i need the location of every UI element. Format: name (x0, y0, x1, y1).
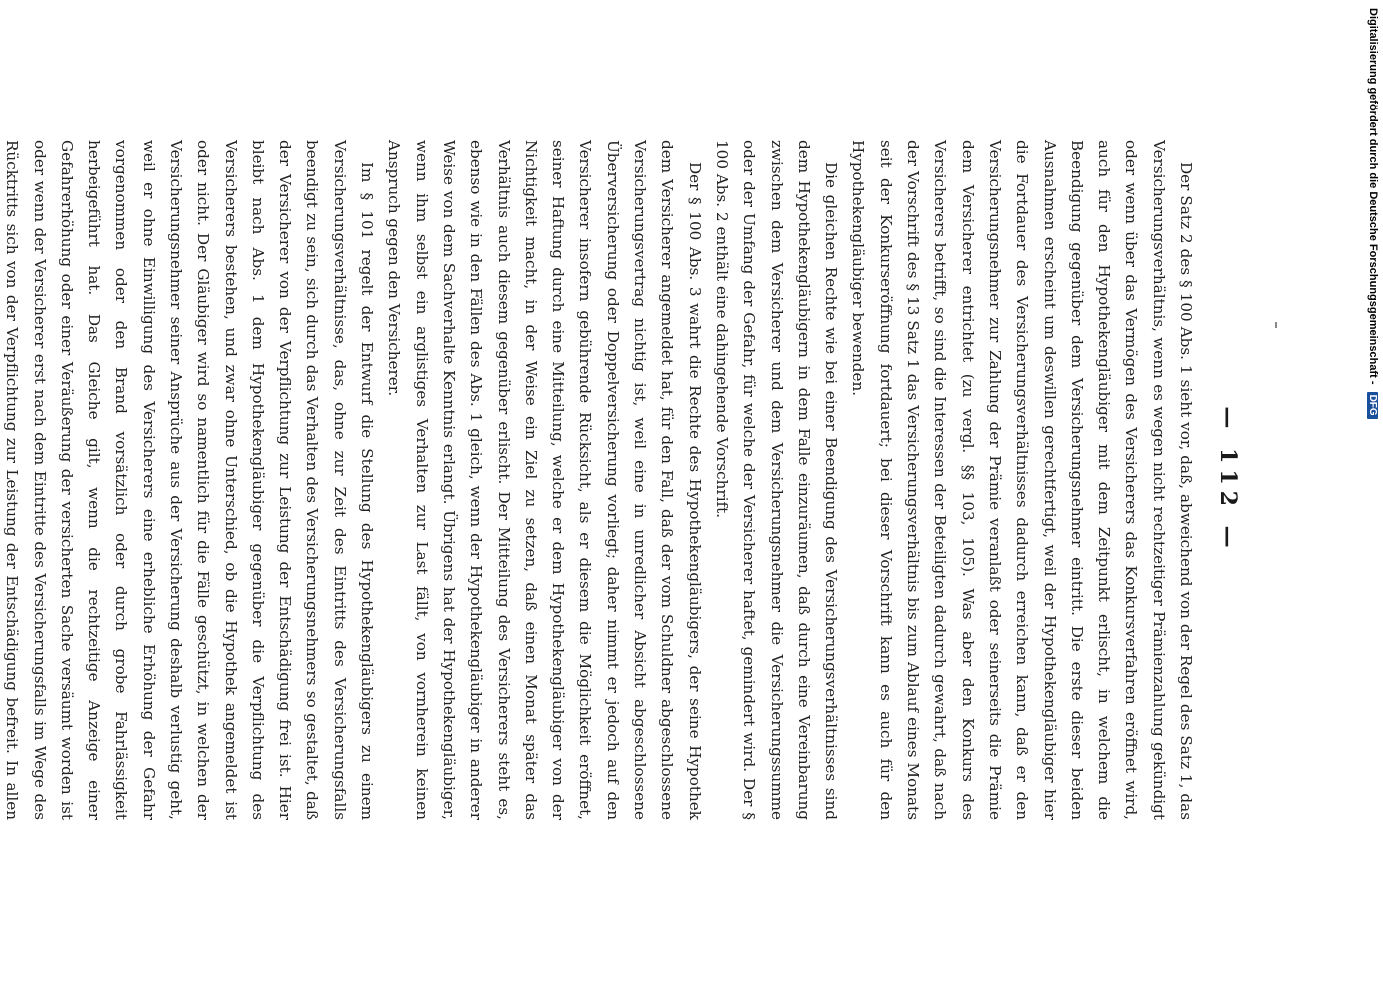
scan-speck (1275, 322, 1277, 328)
rotated-text-area (3, 140, 1245, 820)
attribution-text-wrapper (1359, 8, 1379, 768)
paragraph: Der Satz 2 des § 100 Abs. 1 sieht vor, daß, abweichend von der Regel des Satz 1, das Versicherungsverhältnis, wenn es wegen nicht rechtzeitiger Prämienzahlung gekündigt oder wenn über das Vermögen des Versicherers das Konkursverfahren eröffnet wird, auch für den Hypothekengläubiger mit dem Zeitpunkt erlischt, in welchem die Beendigung gegenüber dem Versicherungsnehmer eintritt. Die erste dieser beiden Ausnahmen erscheint um deswillen gerechtfertigt, weil der Hypothekengläubiger hier die Fortdauer des Versicherungsverhältnisses dadurch erreichen kann, daß er den Versicherungsnehmer zur Zahlung der Prämie veranlaßt oder seinerseits die Prämie dem Versicherer entrichtet (zu vergl. §§ 103, 105). Was aber den Konkurs des Versicherers betrifft, so sind die Interessen der Beteiligten dadurch gewahrt, daß nach der Vorschrift des § 13 Satz 1 das Versicherungsverhältnis bis zum Ablauf eines Monats seit der Konkurseröffnung fortdauert; bei dieser Vorschrift kann es auch für den Hypothekengläubiger bewenden. (849, 140, 1195, 820)
paragraph: Der § 100 Abs. 3 wahrt die Rechte des Hypothekengläubigers, der seine Hypothek dem Versicherer angemeldet hat, für den Fall, daß der vom Schuldner abgeschlossene Versicherungsvertrag nichtig ist, weil eine in unredlicher Absicht abgeschlossene Überversicherung oder Doppelversicherung vorliegt; daher nimmt er jedoch auf den Versicherer insofern gebührende Rücksicht, als er diesem die Möglichkeit eröffnet, seiner Haftung durch eine Mitteilung, welche er dem Hypothekengläubiger von der Nichtigkeit macht, in der Weise ein Ziel zu setzen, daß einen Monat später das Verhältnis auch diesem gegenüber erlischt. Der Mitteilung des Versicherers steht es, ebenso wie in den Fällen des Abs. 1 gleich, wenn der Hypothekengläubiger in anderer Weise von dem Sachverhalte Kenntnis erlangt. Übrigens hat der Hypothekengläubiger, wenn ihm selbst ein arglistiges Verhalten zur Last fällt, von vornherein keinen Anspruch gegen den Versicherer. (385, 140, 704, 820)
page-content (3, 140, 1245, 820)
attribution-sidebar (1357, 8, 1379, 768)
dfg-logo: DFG (1367, 392, 1378, 419)
attribution-text: Digitalisierung gefördert durch die Deutsche Forschungsgemeinschaft - (1367, 8, 1379, 385)
paragraph: Im § 101 regelt der Entwurf die Stellung des Hypothekengläubigers zu einem Versicherungsverhältnisse, das, ohne zur Zeit des Eintritts des Versicherungsfalls beendigt zu sein, sich durch das Verhalten des Versicherungsnehmers so gestaltet, daß der Versicherer von der Verpflichtung zur Leistung der Entschädigung frei ist. Hier bleibt nach Abs. 1 dem Hypothekengläubiger gegenüber die Verpflichtung des Versicherers bestehen, und zwar ohne Unterschied, ob die Hypothek angemeldet ist oder nicht. Der Gläubiger wird so namentlich für die Fälle geschützt, in welchen der Versicherungsnehmer seiner Ansprüche aus der Versicherung deshalb verlustig geht, weil er ohne Einwilligung des Versicherers eine erhebliche Erhöhung der Gefahr vorgenommen oder den Brand vorsätzlich oder durch grobe Fahrlässigkeit herbeigeführt hat. Das Gleiche gilt, wenn die rechtzeitige Anzeige einer Gefahrerhöhung oder einer Veräußerung der versicherten Sache versäumt worden ist oder wenn der Versicherer erst nach dem Eintritte des Versicherungsfalls im Wege des Rücktritts sich von der Verpflichtung zur Leistung der Entschädigung befreit. In allen (3, 140, 377, 820)
paragraph: Die gleichen Rechte wie bei einer Beendigung des Versicherungsverhältnisses sind dem Hypothekengläubigern in dem Falle einzuräumen, daß durch eine Vereinbarung zwischen dem Versicherer und dem Versicherungsnehmer die Versicherungssumme oder der Umfang der Gefahr, für welche der Versicherer haftet, gemindert wird. Der § 100 Abs. 2 enthält eine dahingehende Vorschrift. (712, 140, 841, 820)
page-header: — 112 — (1215, 406, 1241, 554)
